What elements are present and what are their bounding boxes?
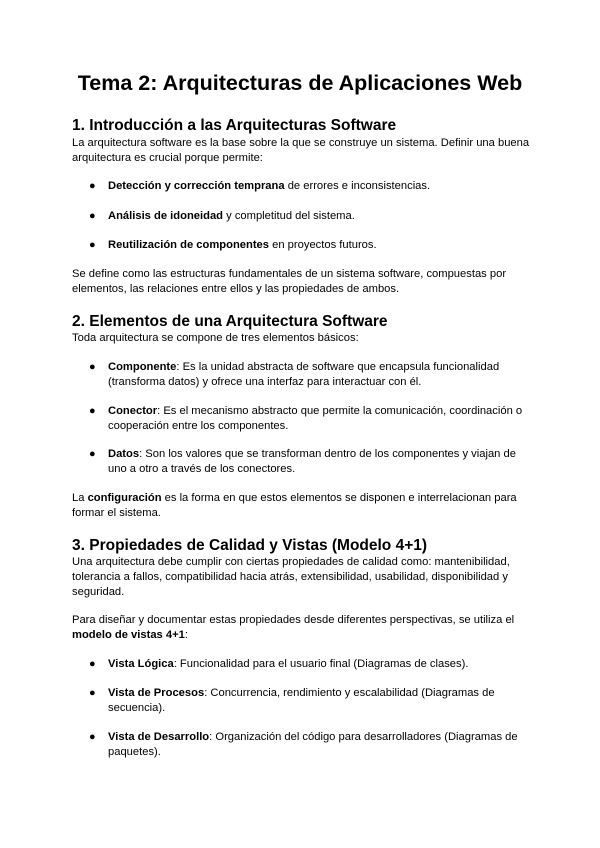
bullet-icon: ●: [89, 239, 96, 251]
section-2-intro: Toda arquitectura se compone de tres elementos básicos:: [72, 332, 359, 344]
list-item: ● Datos: Son los valores que se transforman dentro de los componentes y viajan de uno a otro a través de los conectores.: [89, 448, 516, 475]
section-3-heading: 3. Propiedades de Calidad y Vistas (Modelo 4+1): [72, 537, 428, 554]
section-1-heading: 1. Introducción a las Arquitecturas Software: [72, 117, 397, 134]
section-3-paragraph: Para diseñar y documentar estas propiedades desde diferentes perspectivas, se utiliza el modelo de vistas 4+1:: [72, 614, 515, 641]
list-item: ● Vista de Desarrollo: Organización del código para desarrolladores (Diagramas de paquetes).: [89, 731, 518, 758]
list-item: ● Vista Lógica: Funcionalidad para el usuario final (Diagramas de clases).: [89, 658, 469, 670]
list-item: ● Reutilización de componentes en proyectos futuros.: [89, 239, 377, 251]
bullet-icon: ●: [89, 731, 96, 743]
list-item: ● Conector: Es el mecanismo abstracto que permite la comunicación, coordinación o cooperación entre los componentes.: [89, 405, 523, 432]
list-item: ● Vista de Procesos: Concurrencia, rendimiento y escalabilidad (Diagramas de secuencia).: [89, 687, 495, 714]
list-item: ● Componente: Es la unidad abstracta de software que encapsula funcionalidad (transforma datos) y ofrece una interfaz para interactuar con él.: [89, 361, 500, 388]
page-title: Tema 2: Arquitecturas de Aplicaciones Web: [77, 71, 523, 95]
bullet-icon: ●: [89, 687, 96, 699]
list-item: ● Detección y corrección temprana de errores e inconsistencias.: [89, 180, 431, 192]
bullet-icon: ●: [89, 405, 96, 417]
section-3-intro: Una arquitectura debe cumplir con ciertas propiedades de calidad como: mantenibilidad, tolerancia a fallos, compatibilidad hacia atrás, extensibilidad, usabilidad, disponibilidad y seguridad.: [72, 556, 510, 598]
bullet-icon: ●: [89, 448, 96, 460]
bullet-icon: ●: [89, 658, 96, 670]
list-item: ● Análisis de idoneidad y completitud del sistema.: [89, 210, 355, 222]
bullet-icon: ●: [89, 210, 96, 222]
bullet-icon: ●: [89, 180, 96, 192]
bullet-icon: ●: [89, 361, 96, 373]
section-2-outro: La configuración es la forma en que estos elementos se disponen e interrelacionan para formar el sistema.: [72, 492, 517, 519]
section-1-outro: Se define como las estructuras fundamentales de un sistema software, compuestas por elementos, las relaciones entre ellos y las propiedades de ambos.: [72, 268, 507, 295]
section-1-intro: La arquitectura software es la base sobre la que se construye un sistema. Definir una buena arquitectura es crucial porque permite:: [72, 137, 530, 164]
section-2-heading: 2. Elementos de una Arquitectura Software: [72, 313, 388, 330]
